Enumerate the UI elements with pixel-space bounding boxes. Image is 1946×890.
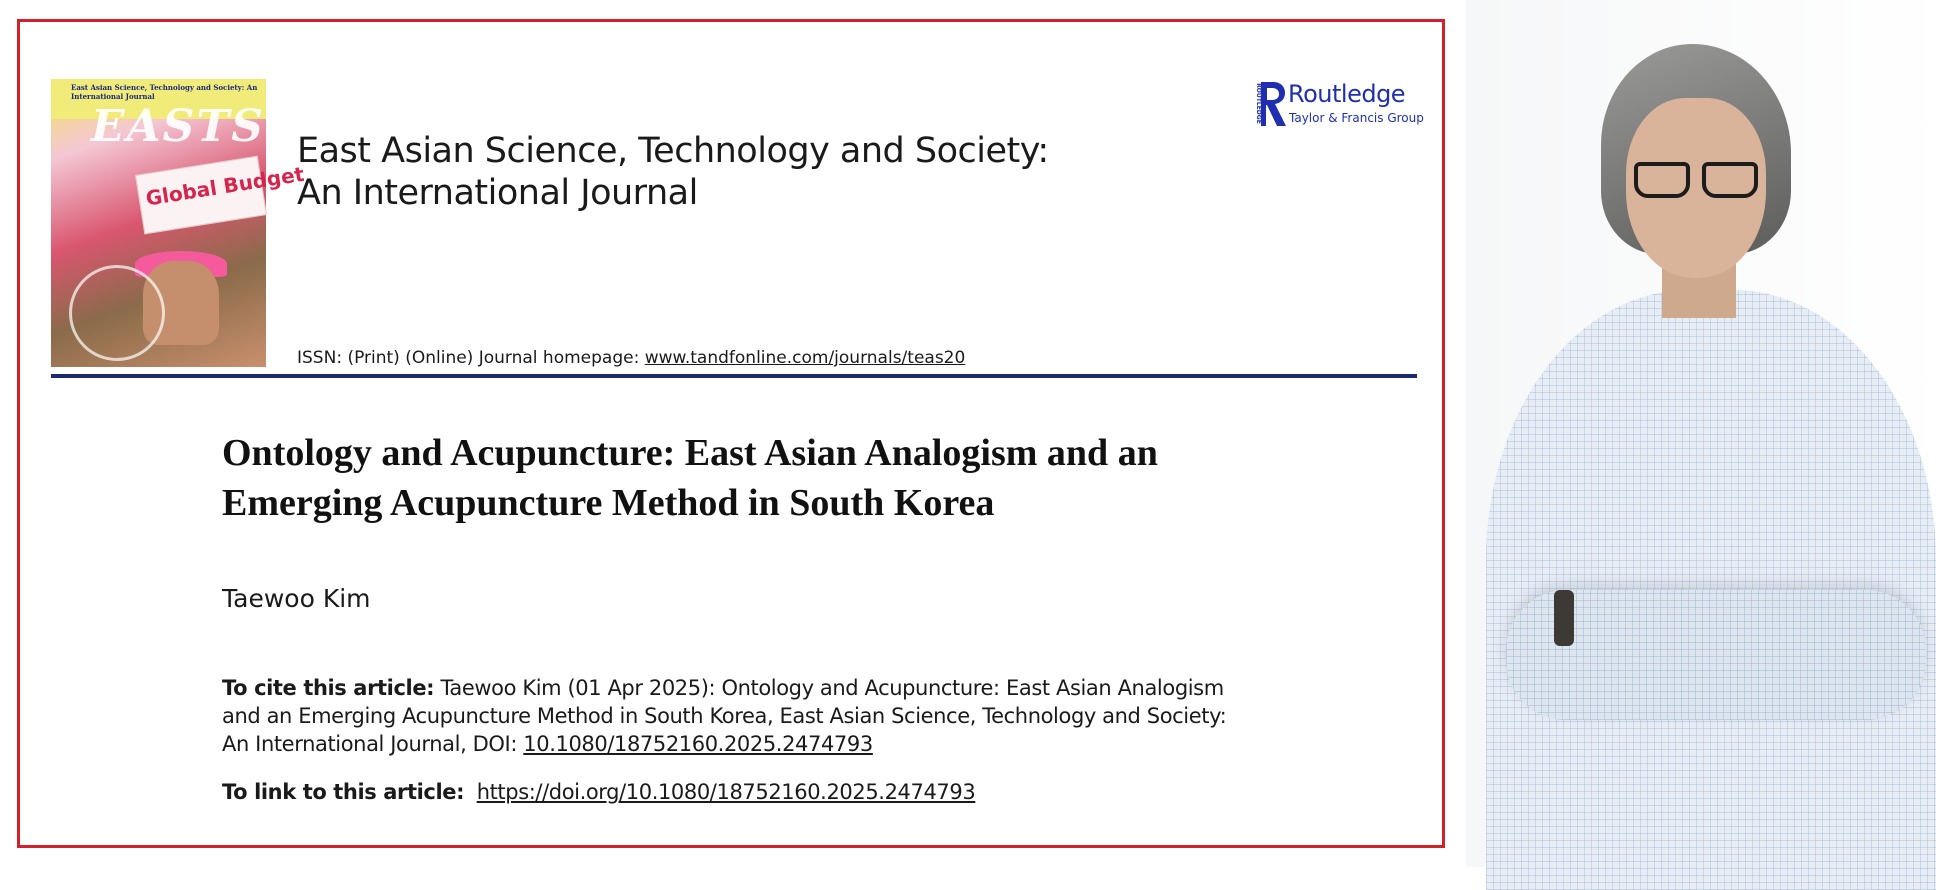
routledge-logo[interactable]: [1246, 80, 1436, 130]
cite-label: To cite this article:: [222, 676, 435, 700]
watch-icon: [1554, 590, 1574, 646]
cover-sign: [135, 156, 306, 235]
link-label: To link to this article:: [222, 780, 465, 804]
routledge-vertical-text: ROUTLEDGE: [1254, 83, 1262, 124]
article-link-line: [222, 780, 975, 804]
issn-label: ISSN: (Print) (Online) Journal homepage:: [297, 348, 645, 368]
citation-text: [222, 674, 1232, 758]
cover-logo: EASTS: [91, 101, 265, 152]
publisher-name: Routledge: [1288, 80, 1406, 108]
journal-homepage-link[interactable]: www.tandfonline.com/journals/teas20: [644, 348, 966, 368]
cover-sign-text: Global Budget: [144, 161, 306, 211]
journal-title: East Asian Science, Technology and Society: An International Journal: [297, 131, 1049, 213]
doi-link[interactable]: 10.1080/18752160.2025.2474793: [523, 732, 873, 756]
article-author: Taewoo Kim: [222, 584, 371, 613]
issn-line: [297, 348, 965, 368]
glasses-right-icon: [1702, 162, 1758, 198]
glasses-left-icon: [1634, 162, 1690, 198]
cite-body: Taewoo Kim (01 Apr 2025): Ontology and Acupuncture: East Asian Analogism and an Emerging Acupuncture Method in South Korea, East Asian Science, Technology and Society: An International Journal, DOI:: [222, 676, 1227, 756]
journal-cover-image: [51, 79, 306, 367]
author-photo: [1466, 0, 1946, 867]
article-title: Ontology and Acupuncture: East Asian Analogism and an Emerging Acupuncture Method in South Korea: [222, 432, 1158, 524]
cover-journal-title: East Asian Science, Technology and Society: An International Journal: [71, 83, 258, 101]
header-divider: [51, 374, 1417, 378]
publisher-group: Taylor & Francis Group: [1289, 111, 1424, 125]
article-url-link[interactable]: https://doi.org/10.1080/18752160.2025.2474793: [476, 780, 976, 804]
routledge-r-icon: [1258, 80, 1288, 128]
cover-seal-icon: [69, 265, 165, 361]
citation-card: [17, 19, 1445, 848]
